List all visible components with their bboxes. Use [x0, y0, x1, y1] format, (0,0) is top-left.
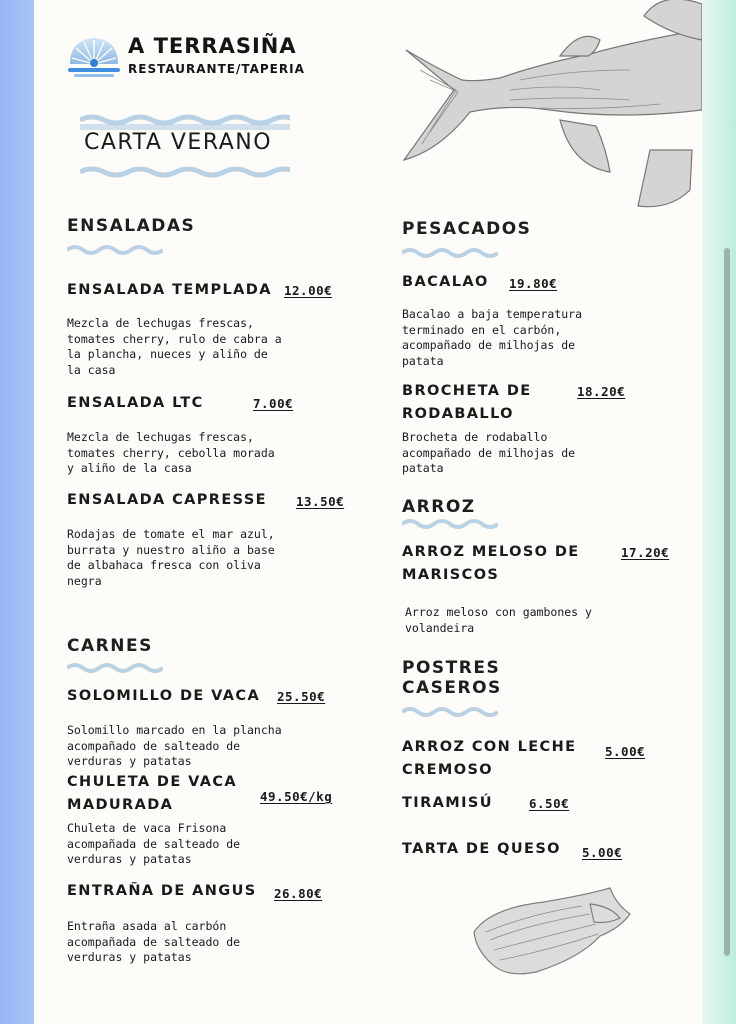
dish-price: 12.00€ [284, 283, 333, 298]
menu-page [34, 0, 702, 1024]
dish-name: ARROZ CON LECHE CREMOSO [402, 739, 577, 778]
dish-price: 26.80€ [274, 886, 323, 901]
vertical-scrollbar[interactable] [724, 248, 730, 956]
section-wave [402, 518, 498, 530]
dish-name: TIRAMISÚ [402, 795, 493, 811]
seashell-illustration-icon [470, 884, 638, 982]
section-wave [402, 706, 498, 718]
dish-name: BACALAO [402, 274, 489, 290]
dish-price: 5.00€ [582, 845, 623, 860]
dish-description: Brocheta de rodaballo acompañado de milhojas de patata [402, 430, 576, 475]
section-wave [67, 244, 163, 256]
right-decorative-bar [702, 0, 736, 1024]
dish-name: ENTRAÑA DE ANGUS [67, 883, 257, 899]
dish-price: 17.20€ [621, 545, 670, 560]
dish-price: 49.50€/kg [260, 789, 333, 804]
dish-price: 19.80€ [509, 276, 558, 291]
dish-description: Solomillo marcado en la plancha acompañado de salteado de verduras y patatas [67, 723, 282, 768]
dish-name: BROCHETA DE RODABALLO [402, 383, 532, 422]
dish-name: TARTA DE QUESO [402, 841, 561, 857]
dish-description: Arroz meloso con gambones y volandeira [405, 605, 592, 635]
dish-description: Entraña asada al carbón acompañada de salteado de verduras y patatas [67, 919, 241, 964]
dish-price: 13.50€ [296, 494, 345, 509]
dish-price: 25.50€ [277, 689, 326, 704]
dish-name: ENSALADA LTC [67, 395, 204, 411]
section-title-pescados: PESACADOS [402, 219, 532, 239]
shell-logo-icon [66, 34, 122, 80]
dish-description: Bacalao a baja temperatura terminado en el carbón, acompañado de milhojas de patata [402, 307, 583, 368]
section-title-carnes: CARNES [67, 636, 153, 656]
restaurant-subtitle: RESTAURANTE/TAPERIA [128, 62, 305, 76]
section-title-arroz: ARROZ [402, 497, 476, 517]
menu-title: CARTA VERANO [84, 130, 273, 155]
dish-price: 5.00€ [605, 744, 646, 759]
section-wave [402, 247, 498, 259]
dish-description: Rodajas de tomate el mar azul, burrata y nuestro aliño a base de albahaca fresca con oliva negra [67, 527, 275, 588]
dish-name: SOLOMILLO DE VACA [67, 688, 261, 704]
dish-name: ARROZ MELOSO DE MARISCOS [402, 544, 580, 583]
section-wave [67, 662, 163, 674]
dish-name: ENSALADA CAPRESSE [67, 492, 267, 508]
restaurant-name: A TERRASIÑA [128, 34, 297, 58]
dish-description: Mezcla de lechugas frescas, tomates cherry, rulo de cabra a la plancha, nueces y aliño de la casa [67, 316, 282, 377]
dish-price: 6.50€ [529, 796, 570, 811]
dish-price: 7.00€ [253, 396, 294, 411]
section-title-postres: POSTRES CASEROS [402, 658, 502, 698]
left-decorative-bar [0, 0, 34, 1024]
dish-name: ENSALADA TEMPLADA [67, 282, 272, 298]
dish-description: Mezcla de lechugas frescas, tomates cherry, cebolla morada y aliño de la casa [67, 430, 275, 475]
dish-name: CHULETA DE VACA MADURADA [67, 774, 238, 813]
section-title-ensaladas: ENSALADAS [67, 216, 196, 236]
dish-description: Chuleta de vaca Frisona acompañada de salteado de verduras y patatas [67, 821, 241, 866]
fish-illustration-icon [400, 0, 702, 216]
dish-price: 18.20€ [577, 384, 626, 399]
